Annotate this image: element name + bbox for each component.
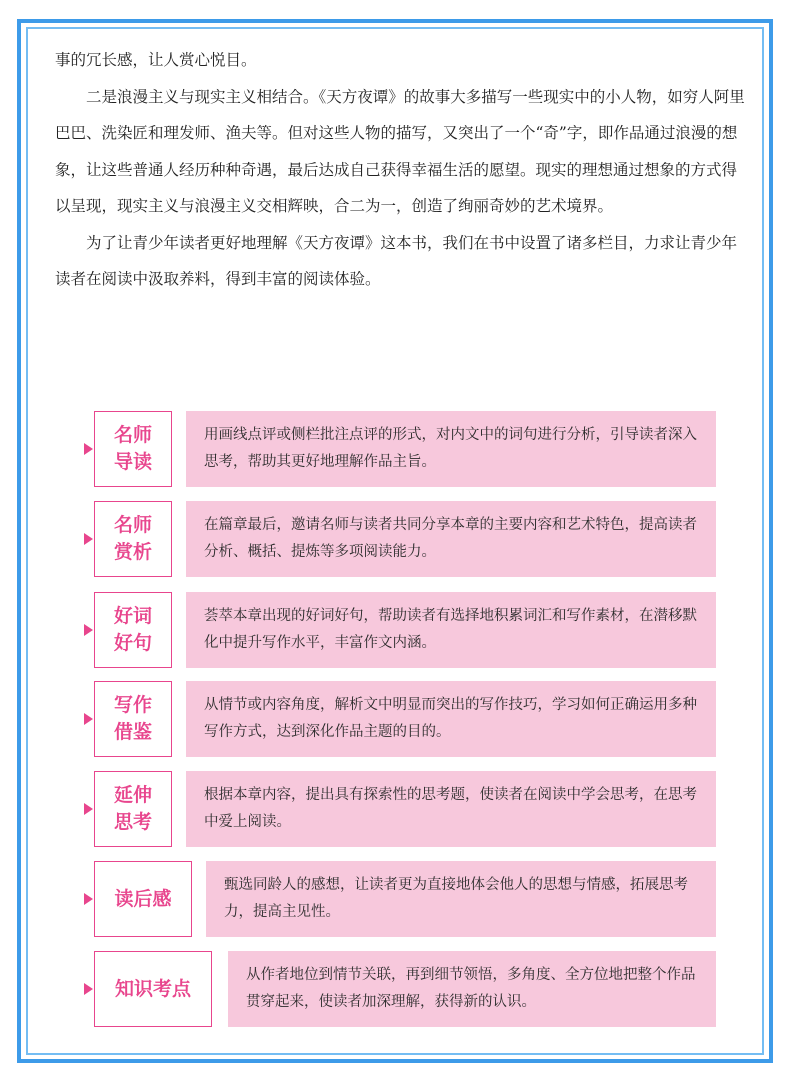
feature-description-box: [186, 592, 716, 668]
paragraph: 二是浪漫主义与现实主义相结合。《天方夜谭》的故事大多描写一些现实中的小人物，如穷人阿里巴巴、洗染匠和理发师、渔夫等。但对这些人物的描写，又突出了一个“奇”字，即作品通过浪漫的想象，让这些普通人经历种种奇遇，最后达成自己获得幸福生活的愿望。现实的理想通过想象的方式得以呈现，现实主义与浪漫主义交相辉映，合二为一，创造了绚丽奇妙的艺术境界。: [55, 87, 745, 215]
feature-description: 从作者地位到情节关联，再到细节领悟，多角度、全方位地把整个作品贯穿起来，使读者加深理解，获得新的认识。: [246, 967, 696, 1010]
paragraph: 为了让青少年读者更好地理解《天方夜谭》这本书，我们在书中设置了诸多栏目，力求让青少年读者在阅读中汲取养料，得到丰富的阅读体验。: [55, 233, 738, 288]
feature-description: 从情节或内容角度，解析文中明显而突出的写作技巧，学习如何正确运用多种写作方式，达到深化作品主题的目的。: [204, 697, 697, 740]
feature-label-box: [94, 771, 172, 847]
feature-item: [84, 771, 716, 849]
feature-description: 用画线点评或侧栏批注点评的形式，对内文中的词句进行分析，引导读者深入思考，帮助其更好地理解作品主旨。: [204, 427, 697, 470]
feature-label: 名师 导读: [113, 424, 152, 473]
feature-label-box: [94, 592, 172, 668]
feature-label-box: [94, 951, 212, 1027]
feature-item: [84, 681, 716, 759]
feature-description-box: [206, 861, 716, 937]
feature-description-box: [186, 411, 716, 487]
feature-label-box: [94, 501, 172, 577]
arrow-icon: [84, 983, 93, 995]
feature-description: 甄选同龄人的感想，让读者更为直接地体会他人的思想与情感，拓展思考力，提高主见性。: [224, 877, 688, 920]
arrow-icon: [84, 443, 93, 455]
paragraph: 事的冗长感，让人赏心悦目。: [55, 51, 257, 69]
feature-description: 在篇章最后，邀请名师与读者共同分享本章的主要内容和艺术特色，提高读者分析、概括、提炼等多项阅读能力。: [204, 517, 697, 560]
arrow-icon: [84, 893, 93, 905]
feature-label: 知识考点: [114, 977, 191, 1000]
feature-description-box: [228, 951, 716, 1027]
feature-label: 名师 赏析: [113, 514, 152, 563]
feature-label-box: [94, 861, 192, 937]
arrow-icon: [84, 713, 93, 725]
feature-item: [84, 861, 716, 939]
feature-description-box: [186, 501, 716, 577]
arrow-icon: [84, 624, 93, 636]
feature-description: 荟萃本章出现的好词好句，帮助读者有选择地积累词汇和写作素材，在潜移默化中提升写作水平，丰富作文内涵。: [204, 608, 697, 651]
feature-label: 读后感: [114, 887, 172, 910]
arrow-icon: [84, 803, 93, 815]
feature-item: [84, 592, 716, 670]
arrow-icon: [84, 533, 93, 545]
feature-item: [84, 501, 716, 579]
feature-label: 延伸 思考: [113, 784, 152, 833]
feature-label-box: [94, 681, 172, 757]
body-text: [55, 42, 745, 298]
feature-description-box: [186, 681, 716, 757]
feature-item: [84, 411, 716, 489]
feature-description-box: [186, 771, 716, 847]
feature-label: 写作 借鉴: [113, 694, 152, 743]
feature-item: [84, 951, 716, 1029]
feature-label: 好词 好句: [113, 605, 152, 654]
feature-description: 根据本章内容，提出具有探索性的思考题，使读者在阅读中学会思考，在思考中爱上阅读。: [204, 787, 697, 830]
feature-label-box: [94, 411, 172, 487]
